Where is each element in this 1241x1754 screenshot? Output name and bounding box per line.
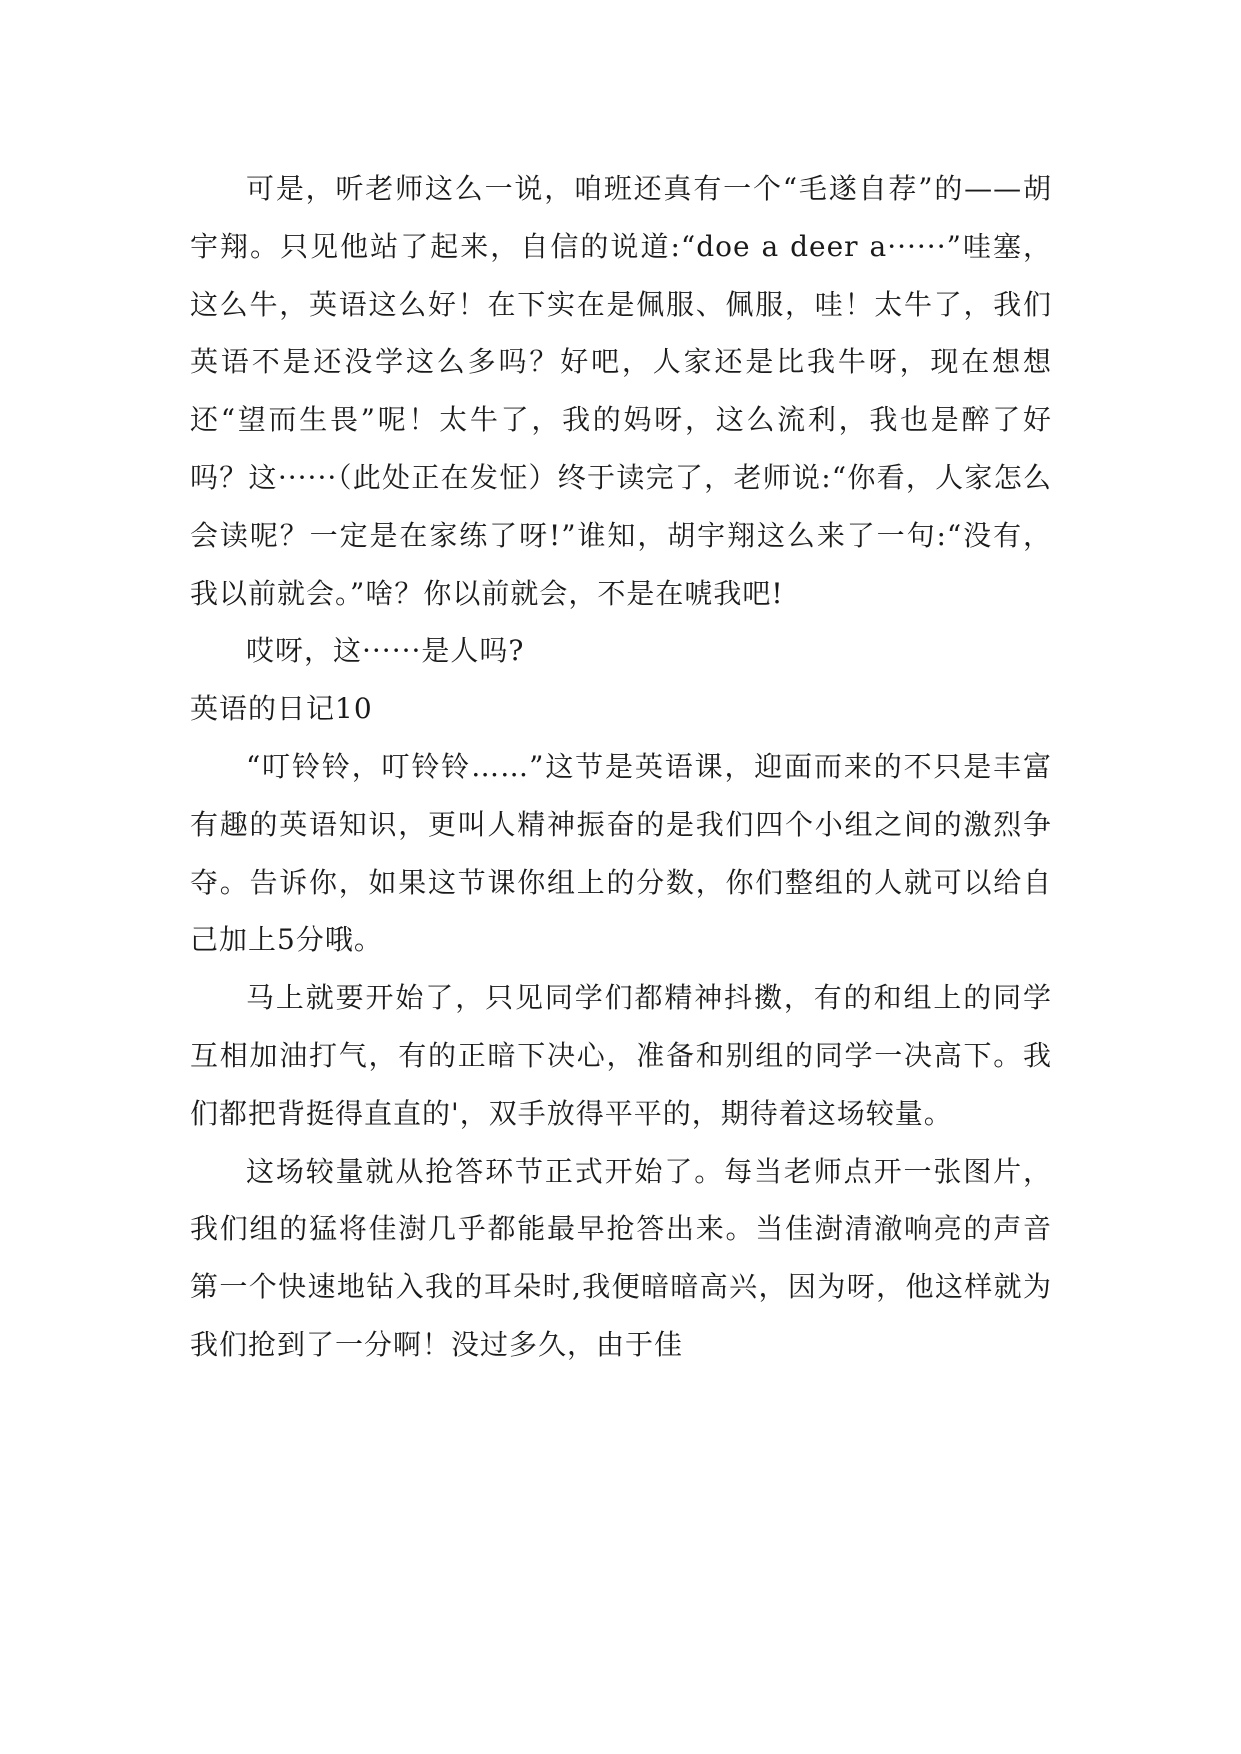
paragraph-exclamation: 哎呀，这······是人吗? — [246, 634, 525, 668]
paragraph-preparation: 马上就要开始了，只见同学们都精神抖擞，有的和组上的同学互相加油打气，有的正暗下决心，准备和别组的同学一决高下。我们都把背挺得直直的'，双手放得平平的，期待着这场较量。 — [190, 981, 1052, 1130]
paragraph-contest: 这场较量就从抢答环节正式开始了。每当老师点开一张图片，我们组的猛将佳澍几乎都能最早抢答出来。当佳澍清澈响亮的声音第一个快速地钻入我的耳朵时,我便暗暗高兴，因为呀，他这样就为我们抢到了一分啊！没过多久，由于佳 — [190, 1154, 1052, 1361]
section-heading: 英语的日记10 — [190, 692, 373, 726]
document-body — [190, 160, 1052, 1374]
paragraph-bell: “叮铃铃，叮铃铃……”这节是英语课，迎面而来的不只是丰富有趣的英语知识，更叫人精神振奋的是我们四个小组之间的激烈争夺。告诉你，如果这节课你组上的分数，你们整组的人就可以给自己加上5分哦。 — [190, 749, 1052, 957]
paragraph-hu-yuxiang: 可是，听老师这么一说，咱班还真有一个“毛遂自荐”的——胡宇翔。只见他站了起来，自信的说道:“doe a deer a······”哇塞，这么牛，英语这么好！在下实在是佩服、佩服，哇！太牛了，我们英语不是还没学这么多吗？好吧，人家还是比我牛呀，现在想想还“望而生畏”呢！太牛了，我的妈呀，这么流利，我也是醉了好吗？这······（此处正在发怔）终于读完了，老师说:“你看，人家怎么会读呢？一定是在家练了呀!”谁知，胡宇翔这么来了一句:“没有，我以前就会。”啥？你以前就会，不是在唬我吧! — [190, 172, 1052, 610]
